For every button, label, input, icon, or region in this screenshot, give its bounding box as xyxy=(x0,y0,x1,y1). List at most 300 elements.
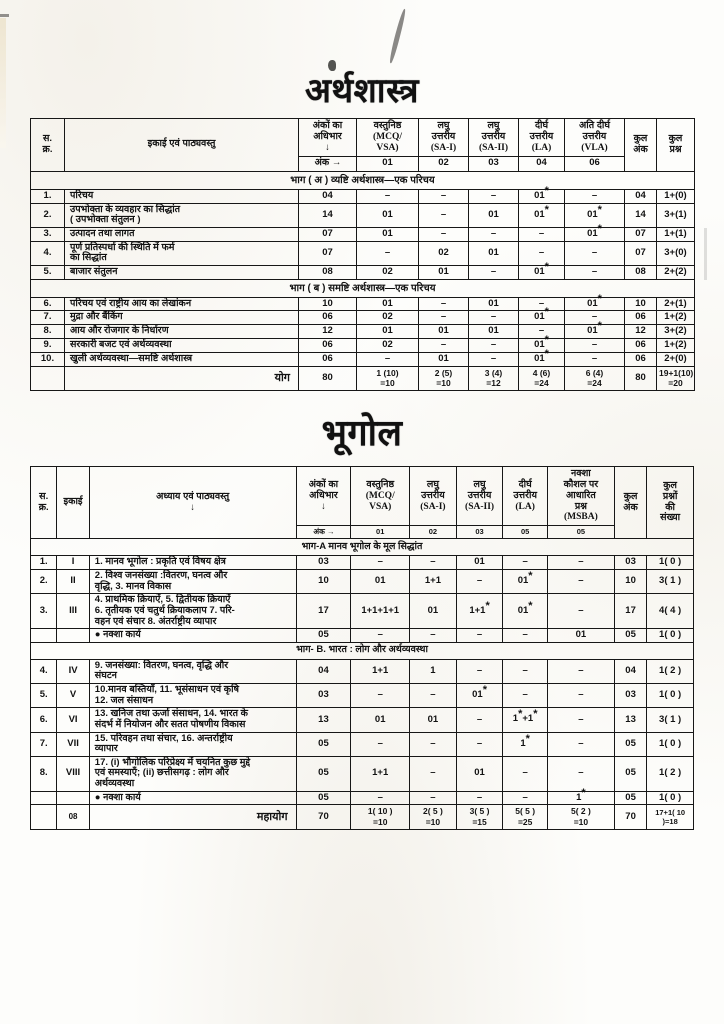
total-objective: 1( 10 ) =10 xyxy=(351,805,410,829)
row-total-questions: 3+(1) xyxy=(657,203,695,227)
marks-arrow-label: अंक → xyxy=(299,156,357,171)
row-weightage: 05 xyxy=(296,791,351,805)
row-total-marks: 06 xyxy=(625,338,657,352)
row-serial-number: 6. xyxy=(31,297,65,311)
row-long-answer: – xyxy=(503,684,548,708)
row-short-answer-2: – xyxy=(469,352,519,366)
row-serial-number: 3. xyxy=(31,227,65,241)
total-weightage: 70 xyxy=(296,805,351,829)
row-short-answer-1: 01 xyxy=(410,594,457,629)
row-very-long-answer: 01* xyxy=(565,325,625,339)
row-long-answer: 01* xyxy=(519,311,565,325)
row-total-marks: 04 xyxy=(614,659,646,683)
row-topic: परिचय एवं राष्ट्रीय आय का लेखांकन xyxy=(65,297,299,311)
row-map-skill-based: – xyxy=(547,684,614,708)
header-total-marks: कुल अंक xyxy=(625,119,657,172)
total-very-long-answer: 6 (4) =24 xyxy=(565,366,625,390)
row-long-answer: 01* xyxy=(503,570,548,594)
row-short-answer-2: 1+1* xyxy=(456,594,503,629)
row-map-skill-based: – xyxy=(547,659,614,683)
row-unit: VI xyxy=(57,708,89,732)
row-topic: आय और रोजगार के निर्धारण xyxy=(65,325,299,339)
asterisk-marker: * xyxy=(597,222,602,235)
row-weightage: 04 xyxy=(296,659,351,683)
row-total-marks: 14 xyxy=(625,203,657,227)
row-unit: III xyxy=(57,594,89,629)
row-short-answer-2: – xyxy=(456,659,503,683)
down-arrow-icon: ↓ xyxy=(190,501,196,513)
asterisk-marker: * xyxy=(525,732,530,745)
row-weightage: 14 xyxy=(299,203,357,227)
part-heading-row xyxy=(31,171,695,189)
row-long-answer: – xyxy=(503,659,548,683)
economics-table-wrapper xyxy=(0,118,724,391)
part-a-label: भाग ( अ ) व्यष्टि अर्थशास्त्र—एक परिचय xyxy=(31,171,695,189)
row-topic: उत्पादन तथा लागत xyxy=(65,227,299,241)
row-weightage: 05 xyxy=(296,732,351,756)
row-total-questions: 4( 4 ) xyxy=(647,594,694,629)
row-weightage: 10 xyxy=(299,297,357,311)
asterisk-marker: * xyxy=(581,786,586,799)
header-very-long-answer: अति दीर्घ उत्तरीय (VLA) xyxy=(565,119,625,157)
row-long-answer: 01* xyxy=(519,352,565,366)
marks-short1: 02 xyxy=(410,526,457,539)
row-chapter: 10.मानव बस्तियाँ, 11. भूसंसाधन एवं कृषि 12. जल संसाधन xyxy=(89,684,296,708)
row-total-questions: 2+(2) xyxy=(657,265,695,279)
row-short-answer-1: – xyxy=(410,732,457,756)
part-heading-row xyxy=(31,539,694,556)
row-short-answer-2: – xyxy=(469,265,519,279)
table-row xyxy=(31,556,694,570)
row-weightage: 03 xyxy=(296,556,351,570)
header-long-answer: दीर्घ उत्तरीय (LA) xyxy=(519,119,565,157)
row-chapter: ● नक्शा कार्य xyxy=(89,791,296,805)
marks-short2: 03 xyxy=(469,156,519,171)
row-total-marks: 03 xyxy=(614,684,646,708)
row-total-questions: 1( 2 ) xyxy=(647,659,694,683)
row-weightage: 17 xyxy=(296,594,351,629)
row-map-skill-based: 01 xyxy=(547,629,614,643)
row-map-skill-based: – xyxy=(547,732,614,756)
table-row xyxy=(31,203,695,227)
row-serial-number: 4. xyxy=(31,241,65,265)
row-short-answer-2: – xyxy=(469,338,519,352)
row-total-questions: 3+(2) xyxy=(657,325,695,339)
row-objective: 01 xyxy=(351,570,410,594)
row-long-answer: 01* xyxy=(519,203,565,227)
marks-long: 05 xyxy=(503,526,548,539)
total-long-answer: 5( 5 ) =25 xyxy=(503,805,548,829)
row-map-skill-based: – xyxy=(547,570,614,594)
total-row-label: महायोग xyxy=(89,805,296,829)
row-total-questions: 3( 1 ) xyxy=(647,708,694,732)
row-total-questions: 1( 0 ) xyxy=(647,556,694,570)
row-unit: V xyxy=(57,684,89,708)
table-row xyxy=(31,594,694,629)
row-long-answer: – xyxy=(503,791,548,805)
row-long-answer: – xyxy=(503,556,548,570)
row-total-questions: 1+(2) xyxy=(657,311,695,325)
row-objective: 1+1 xyxy=(351,659,410,683)
asterisk-marker: * xyxy=(544,184,549,197)
row-total-questions: 2+(1) xyxy=(657,297,695,311)
row-short-answer-2: – xyxy=(456,629,503,643)
part-b-label: भाग ( ब ) समष्टि अर्थशास्त्र—एक परिचय xyxy=(31,279,695,297)
row-short-answer-2: – xyxy=(456,732,503,756)
total-short-answer-2: 3( 5 ) =15 xyxy=(456,805,503,829)
economics-syllabus-table xyxy=(30,118,695,391)
row-unit: VIII xyxy=(57,756,89,791)
economics-table-body xyxy=(31,171,695,390)
total-questions: 17+1( 10 )=18 xyxy=(647,805,694,829)
geography-syllabus-table xyxy=(30,466,694,830)
row-short-answer-1: 02 xyxy=(419,241,469,265)
table-row xyxy=(31,265,695,279)
row-topic: सरकारी बजट एवं अर्थव्यवस्था xyxy=(65,338,299,352)
part-a-label: भाग-A मानव भूगोल के मूल सिद्धांत xyxy=(31,539,694,556)
row-short-answer-1: 1 xyxy=(410,659,457,683)
row-serial-number: 5. xyxy=(31,265,65,279)
total-row-faint-mark: 08 xyxy=(57,805,89,829)
row-short-answer-1: – xyxy=(410,756,457,791)
row-topic: बाजार संतुलन xyxy=(65,265,299,279)
row-unit xyxy=(57,791,89,805)
row-weightage: 06 xyxy=(299,352,357,366)
row-short-answer-2: 01 xyxy=(456,556,503,570)
row-chapter: 9. जनसंख्या: वितरण, घनत्व, वृद्धि और संघटन xyxy=(89,659,296,683)
marks-arrow-label: अंक → xyxy=(296,526,351,539)
row-objective: 1+1 xyxy=(351,756,410,791)
row-unit: I xyxy=(57,556,89,570)
table-row xyxy=(31,189,695,203)
row-weightage: 10 xyxy=(296,570,351,594)
row-unit: II xyxy=(57,570,89,594)
row-long-answer: – xyxy=(519,241,565,265)
asterisk-marker: * xyxy=(528,570,533,583)
row-map-skill-based: – xyxy=(547,594,614,629)
asterisk-marker: * xyxy=(533,708,538,721)
row-objective: – xyxy=(351,684,410,708)
row-serial-number: 10. xyxy=(31,352,65,366)
header-chapter-content: अध्याय एवं पाठ्यवस्तु ↓ xyxy=(89,466,296,539)
table-row xyxy=(31,241,695,265)
asterisk-marker: * xyxy=(544,347,549,360)
row-long-answer: 01* xyxy=(519,338,565,352)
row-topic: खुली अर्थव्यवस्था—समष्टि अर्थशास्त्र xyxy=(65,352,299,366)
row-total-marks: 03 xyxy=(614,556,646,570)
header-objective: वस्तुनिष्ठ (MCQ/ VSA) xyxy=(357,119,419,157)
row-long-answer: – xyxy=(519,297,565,311)
row-chapter: 17. (i) भौगोलिक परिप्रेक्ष्य में चयनित कुछ मुद्दे एवं समस्याएँ; (ii) छत्तीसगढ़ : लोग और अर्थव्यवस्था xyxy=(89,756,296,791)
row-serial-number: 8. xyxy=(31,325,65,339)
row-total-marks: 04 xyxy=(625,189,657,203)
row-serial-number: 4. xyxy=(31,659,57,683)
row-long-answer: 01* xyxy=(503,594,548,629)
row-short-answer-1: – xyxy=(419,227,469,241)
economics-section-title: अर्थशास्त्र xyxy=(304,73,420,110)
marks-vlong: 06 xyxy=(565,156,625,171)
row-total-questions: 1( 0 ) xyxy=(647,791,694,805)
row-objective: 01 xyxy=(351,708,410,732)
row-serial-number: 1. xyxy=(31,556,57,570)
row-very-long-answer: – xyxy=(565,189,625,203)
row-very-long-answer: 01* xyxy=(565,297,625,311)
table-row xyxy=(31,659,694,683)
row-long-answer: 01* xyxy=(519,189,565,203)
row-total-marks: 05 xyxy=(614,756,646,791)
row-objective: 02 xyxy=(357,311,419,325)
row-short-answer-1: 01 xyxy=(419,265,469,279)
down-arrow-icon: ↓ xyxy=(321,500,326,512)
row-weightage: 06 xyxy=(299,311,357,325)
row-short-answer-1: – xyxy=(419,311,469,325)
row-short-answer-1: – xyxy=(419,203,469,227)
row-serial-number xyxy=(31,791,57,805)
row-total-marks: 08 xyxy=(625,265,657,279)
row-total-questions: 3( 1 ) xyxy=(647,570,694,594)
table-row xyxy=(31,338,695,352)
row-objective: – xyxy=(351,732,410,756)
row-short-answer-1: – xyxy=(419,338,469,352)
row-total-marks: 17 xyxy=(614,594,646,629)
row-very-long-answer: – xyxy=(565,352,625,366)
total-long-answer: 4 (6) =24 xyxy=(519,366,565,390)
row-long-answer: – xyxy=(519,227,565,241)
row-short-answer-1: 01 xyxy=(419,325,469,339)
total-row-label: योग xyxy=(65,366,299,390)
row-total-marks: 07 xyxy=(625,227,657,241)
row-long-answer: – xyxy=(503,629,548,643)
marks-long: 04 xyxy=(519,156,565,171)
row-total-marks: 07 xyxy=(625,241,657,265)
row-serial-number: 9. xyxy=(31,338,65,352)
row-very-long-answer: – xyxy=(565,241,625,265)
geography-header-row xyxy=(31,466,694,526)
row-serial-number xyxy=(31,629,57,643)
table-row xyxy=(31,297,695,311)
row-chapter: 13. खनिज तथा ऊर्जा संसाधन, 14. भारत के संदर्भ में नियोजन और सतत पोषणीय विकास xyxy=(89,708,296,732)
header-serial-number: स. क्र. xyxy=(31,119,65,172)
row-topic: परिचय xyxy=(65,189,299,203)
row-short-answer-2: – xyxy=(456,570,503,594)
row-unit xyxy=(57,629,89,643)
row-objective: 01 xyxy=(357,203,419,227)
row-short-answer-2: – xyxy=(456,708,503,732)
geography-section-title: भूगोल xyxy=(321,412,403,453)
total-short-answer-1: 2 (5) =10 xyxy=(419,366,469,390)
row-chapter: 1. मानव भूगोल : प्रकृति एवं विषय क्षेत्र xyxy=(89,556,296,570)
row-short-answer-2: 01 xyxy=(456,756,503,791)
down-arrow-icon: ↓ xyxy=(325,141,330,153)
row-weightage: 12 xyxy=(299,325,357,339)
row-serial-number: 6. xyxy=(31,708,57,732)
row-weightage: 07 xyxy=(299,227,357,241)
row-long-answer: – xyxy=(519,325,565,339)
economics-header-row xyxy=(31,119,695,157)
row-short-answer-1: – xyxy=(410,684,457,708)
row-total-questions: 1( 0 ) xyxy=(647,629,694,643)
table-row xyxy=(31,756,694,791)
row-weightage: 03 xyxy=(296,684,351,708)
row-long-answer: 1*+1* xyxy=(503,708,548,732)
row-objective: 01 xyxy=(357,227,419,241)
header-objective: वस्तुनिष्ठ (MCQ/ VSA) xyxy=(351,466,410,526)
header-map-skill-based: नक्शा कौशल पर आधारित प्रश्न (MSBA) xyxy=(547,466,614,526)
geography-table-body xyxy=(31,539,694,829)
total-marks: 70 xyxy=(614,805,646,829)
part-heading-row xyxy=(31,279,695,297)
row-total-questions: 1( 0 ) xyxy=(647,732,694,756)
row-short-answer-1: 1+1 xyxy=(410,570,457,594)
row-total-questions: 1+(0) xyxy=(657,189,695,203)
marks-msba: 05 xyxy=(547,526,614,539)
row-serial-number: 1. xyxy=(31,189,65,203)
header-long-answer: दीर्घ उत्तरीय (LA) xyxy=(503,466,548,526)
row-total-questions: 2+(0) xyxy=(657,352,695,366)
row-short-answer-1: – xyxy=(410,791,457,805)
table-row xyxy=(31,684,694,708)
total-short-answer-2: 3 (4) =12 xyxy=(469,366,519,390)
row-weightage: 07 xyxy=(299,241,357,265)
row-objective: 02 xyxy=(357,265,419,279)
row-total-marks: 06 xyxy=(625,311,657,325)
row-short-answer-1: 01 xyxy=(419,352,469,366)
table-row xyxy=(31,352,695,366)
row-long-answer: 1* xyxy=(503,732,548,756)
row-very-long-answer: 01* xyxy=(565,227,625,241)
table-row xyxy=(31,629,694,643)
row-long-answer: – xyxy=(503,756,548,791)
header-short-answer-1: लघु उत्तरीय (SA-I) xyxy=(410,466,457,526)
row-objective: – xyxy=(351,629,410,643)
row-weightage: 08 xyxy=(299,265,357,279)
row-map-skill-based: 1* xyxy=(547,791,614,805)
row-short-answer-1: 01 xyxy=(410,708,457,732)
row-short-answer-2: 01 xyxy=(469,297,519,311)
marks-short2: 03 xyxy=(456,526,503,539)
row-objective: 01 xyxy=(357,325,419,339)
row-weightage: 06 xyxy=(299,338,357,352)
row-chapter: 15. परिवहन तथा संचार, 16. अन्तर्राष्ट्रीय व्यापार xyxy=(89,732,296,756)
total-row xyxy=(31,805,694,829)
row-short-answer-2: 01 xyxy=(469,203,519,227)
row-serial-number: 5. xyxy=(31,684,57,708)
row-objective: – xyxy=(357,189,419,203)
row-objective: – xyxy=(351,791,410,805)
part-b-label: भाग- B. भारत : लोग और अर्थव्यवस्था xyxy=(31,642,694,659)
header-unit-content: इकाई एवं पाठ्यवस्तु xyxy=(65,119,299,172)
row-weightage: 04 xyxy=(299,189,357,203)
row-objective: – xyxy=(351,556,410,570)
asterisk-marker: * xyxy=(544,260,549,273)
marks-short1: 02 xyxy=(419,156,469,171)
row-short-answer-1: – xyxy=(419,189,469,203)
header-short-answer-1: लघु उत्तरीय (SA-I) xyxy=(419,119,469,157)
row-short-answer-2: – xyxy=(456,791,503,805)
row-serial-number: 7. xyxy=(31,732,57,756)
row-map-skill-based: – xyxy=(547,708,614,732)
row-chapter: 2. विश्व जनसंख्या :वितरण, घनत्व और वृद्धि, 3. मानव विकास xyxy=(89,570,296,594)
header-total-questions: कुल प्रश्नों की संख्या xyxy=(647,466,694,539)
row-objective: 1+1+1+1 xyxy=(351,594,410,629)
asterisk-marker: * xyxy=(597,292,602,305)
row-total-marks: 10 xyxy=(625,297,657,311)
row-total-marks: 12 xyxy=(625,325,657,339)
asterisk-marker: * xyxy=(544,203,549,216)
row-map-skill-based: – xyxy=(547,556,614,570)
row-weightage: 13 xyxy=(296,708,351,732)
row-short-answer-2: 01 xyxy=(469,325,519,339)
table-row xyxy=(31,570,694,594)
header-total-marks: कुल अंक xyxy=(614,466,646,539)
total-questions: 19+1(10) =20 xyxy=(657,366,695,390)
total-map-skill-based: 5( 2 ) =10 xyxy=(547,805,614,829)
row-objective: – xyxy=(357,241,419,265)
row-very-long-answer: – xyxy=(565,338,625,352)
asterisk-marker: * xyxy=(485,599,490,612)
row-short-answer-1: – xyxy=(410,629,457,643)
geography-table-wrapper xyxy=(0,466,724,830)
total-weightage: 80 xyxy=(299,366,357,390)
header-marks-weightage: अंकों का अधिभार ↓ xyxy=(299,119,357,157)
row-total-marks: 05 xyxy=(614,732,646,756)
row-total-questions: 1( 0 ) xyxy=(647,684,694,708)
marks-objective: 01 xyxy=(351,526,410,539)
row-very-long-answer: – xyxy=(565,265,625,279)
row-short-answer-2: – xyxy=(469,189,519,203)
total-row xyxy=(31,366,695,390)
row-short-answer-1: – xyxy=(419,297,469,311)
row-short-answer-1: – xyxy=(410,556,457,570)
table-row xyxy=(31,311,695,325)
row-objective: 02 xyxy=(357,338,419,352)
asterisk-marker: * xyxy=(518,708,523,721)
header-short-answer-2: लघु उत्तरीय (SA-II) xyxy=(469,119,519,157)
asterisk-marker: * xyxy=(544,333,549,346)
row-topic: पूर्ण प्रतिस्पर्धा की स्थिति में फर्म का सिद्धांत xyxy=(65,241,299,265)
row-serial-number: 2. xyxy=(31,203,65,227)
asterisk-marker: * xyxy=(544,306,549,319)
part-heading-row xyxy=(31,642,694,659)
row-short-answer-2: – xyxy=(469,311,519,325)
row-weightage: 05 xyxy=(296,756,351,791)
row-objective: 01 xyxy=(357,297,419,311)
row-short-answer-2: 01* xyxy=(456,684,503,708)
row-serial-number: 2. xyxy=(31,570,57,594)
header-marks-weightage: अंकों का अधिभार ↓ xyxy=(296,466,351,526)
row-total-marks: 05 xyxy=(614,629,646,643)
row-short-answer-2: – xyxy=(469,227,519,241)
row-total-questions: 1+(2) xyxy=(657,338,695,352)
row-total-marks: 10 xyxy=(614,570,646,594)
row-long-answer: 01* xyxy=(519,265,565,279)
row-very-long-answer: 01* xyxy=(565,203,625,227)
asterisk-marker: * xyxy=(528,599,533,612)
row-total-questions: 1( 2 ) xyxy=(647,756,694,791)
table-row xyxy=(31,791,694,805)
row-unit: VII xyxy=(57,732,89,756)
total-short-answer-1: 2( 5 ) =10 xyxy=(410,805,457,829)
row-serial-number: 7. xyxy=(31,311,65,325)
total-row-blank xyxy=(31,366,65,390)
total-objective: 1 (10) =10 xyxy=(357,366,419,390)
row-total-questions: 3+(0) xyxy=(657,241,695,265)
table-row xyxy=(31,708,694,732)
asterisk-marker: * xyxy=(597,203,602,216)
row-chapter: ● नक्शा कार्य xyxy=(89,629,296,643)
row-weightage: 05 xyxy=(296,629,351,643)
row-very-long-answer: – xyxy=(565,311,625,325)
